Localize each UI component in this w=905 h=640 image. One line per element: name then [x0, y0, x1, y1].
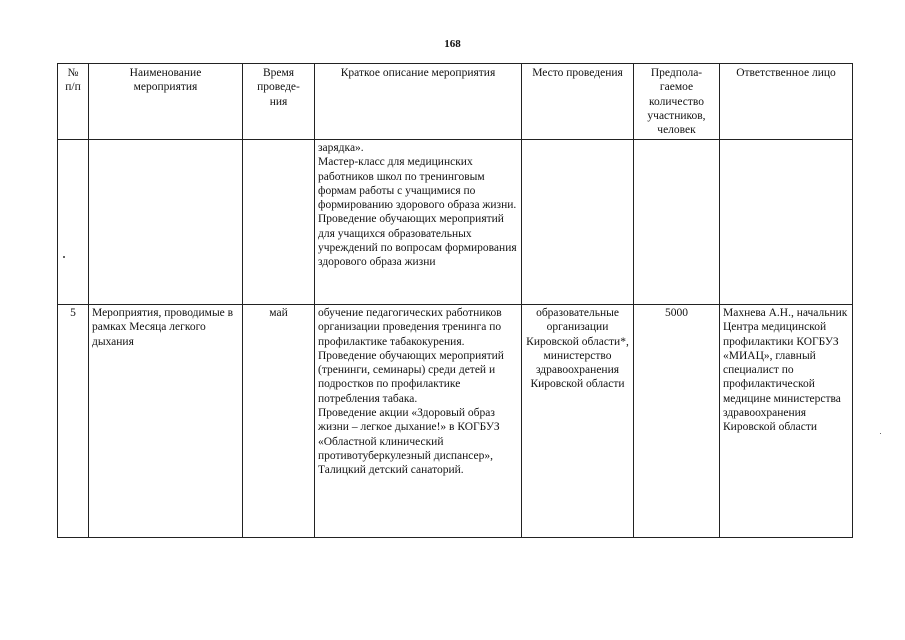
scan-speck [880, 433, 881, 434]
header-place [522, 64, 634, 140]
scan-speck [63, 256, 65, 258]
header-place-text: Место проведения [532, 67, 623, 79]
description-line: зарядка». [318, 142, 364, 154]
header-num-text: № п/п [65, 67, 81, 94]
header-name-text: Наименование мероприятия [129, 67, 202, 94]
header-participants [634, 64, 720, 140]
cell-place [522, 140, 634, 305]
events-table [57, 63, 853, 538]
table-row-continuation [58, 140, 853, 305]
cell-name [89, 140, 243, 305]
header-description-text: Краткое описание мероприятия [340, 67, 496, 79]
cell-description [315, 140, 522, 305]
description-line: Проведение обучающих мероприятий для учащихся образовательных учреждений по вопросам формирования здорового образа жизни [318, 213, 517, 269]
header-participants-text: Предпола- гаемое количество участников, человек [647, 67, 706, 137]
cell-time: май [243, 305, 315, 538]
cell-num [58, 140, 89, 305]
cell-num: 5 [58, 305, 89, 538]
description-line: Проведение обучающих мероприятий (тренинги, семинары) среди детей и подростков по профилактике потребления табака. [318, 349, 504, 405]
cell-description [315, 305, 522, 538]
cell-responsible: Махнева А.Н., начальник Центра медицинской профилактики КОГБУЗ «МИАЦ», главный специалист по профилактической медицине министерства здравоохранения Кировской области [720, 305, 853, 538]
header-responsible-text: Ответственное лицо [736, 67, 836, 79]
cell-responsible [720, 140, 853, 305]
table-row-5 [58, 305, 853, 538]
cell-name: Мероприятия, проводимые в рамках Месяца легкого дыхания [89, 305, 243, 538]
cell-time [243, 140, 315, 305]
header-description [315, 64, 522, 140]
description-line: обучение педагогических работников организации проведения тренинга по профилактике табакокурения. [318, 307, 502, 348]
cell-participants: 5000 [634, 305, 720, 538]
header-name [89, 64, 243, 140]
description-line: Талицкий детский санаторий. [318, 464, 464, 477]
header-responsible [720, 64, 853, 140]
table-header-row [58, 64, 853, 140]
description-line: Мастер-класс для медицинских работников школ по тренинговым формам работы с учащимися по формированию здорового образа жизни. [318, 156, 517, 212]
page-number: 168 [444, 38, 461, 50]
header-time-text: Время проведе- ния [257, 67, 300, 108]
cell-place: образовательные организации Кировской области*, министерство здравоохранения Кировской области [522, 305, 634, 538]
header-time [243, 64, 315, 140]
description-line: Проведение акции «Здоровый образ жизни – легкое дыхание!» в КОГБУЗ «Областной клинический противотуберкулезный диспансер», [318, 407, 500, 462]
header-num [58, 64, 89, 140]
cell-participants [634, 140, 720, 305]
